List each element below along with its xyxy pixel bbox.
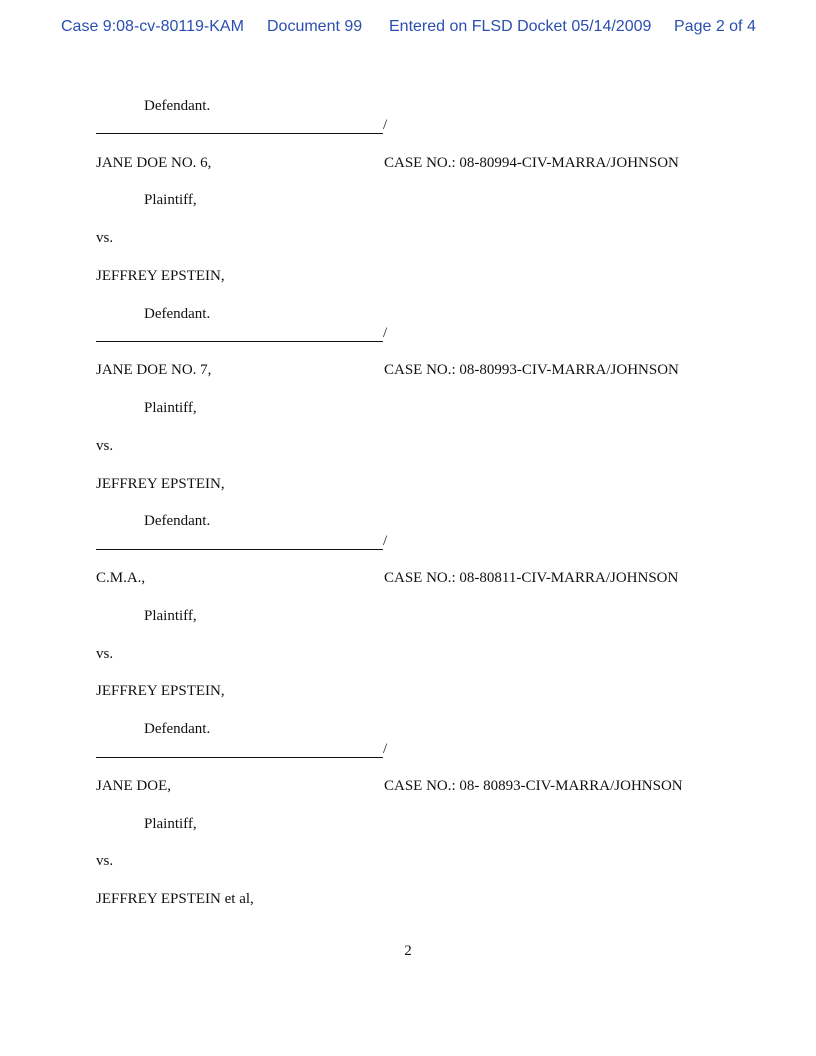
plaintiff-name: JANE DOE, bbox=[96, 778, 171, 794]
versus-label: vs. bbox=[96, 646, 114, 662]
defendant-name: JEFFREY EPSTEIN, bbox=[96, 476, 225, 492]
versus-label: vs. bbox=[96, 853, 114, 869]
case-number: CASE NO.: 08-80811-CIV-MARRA/JOHNSON bbox=[384, 570, 679, 586]
defendant-label: Defendant. bbox=[144, 98, 211, 114]
defendant-name: JEFFREY EPSTEIN et al, bbox=[96, 891, 254, 907]
defendant-name: JEFFREY EPSTEIN, bbox=[96, 268, 225, 284]
caption-separator-rule bbox=[96, 757, 383, 758]
caption-separator-slash: / bbox=[383, 117, 388, 133]
plaintiff-name: JANE DOE NO. 6, bbox=[96, 155, 212, 171]
case-number: CASE NO.: 08-80993-CIV-MARRA/JOHNSON bbox=[384, 362, 679, 378]
plaintiff-label: Plaintiff, bbox=[144, 400, 197, 416]
defendant-label: Defendant. bbox=[144, 721, 211, 737]
defendant-name: JEFFREY EPSTEIN, bbox=[96, 683, 225, 699]
plaintiff-label: Plaintiff, bbox=[144, 192, 197, 208]
versus-label: vs. bbox=[96, 230, 114, 246]
header-case-number: Case 9:08-cv-80119-KAM bbox=[61, 18, 244, 35]
case-number: CASE NO.: 08- 80893-CIV-MARRA/JOHNSON bbox=[384, 778, 683, 794]
plaintiff-name: C.M.A., bbox=[96, 570, 146, 586]
plaintiff-label: Plaintiff, bbox=[144, 608, 197, 624]
caption-separator-rule bbox=[96, 549, 383, 550]
caption-separator-rule bbox=[96, 341, 383, 342]
caption-separator-slash: / bbox=[383, 741, 388, 757]
versus-label: vs. bbox=[96, 438, 114, 454]
caption-separator-slash: / bbox=[383, 533, 388, 549]
case-number: CASE NO.: 08-80994-CIV-MARRA/JOHNSON bbox=[384, 155, 679, 171]
header-entered-date: Entered on FLSD Docket 05/14/2009 bbox=[389, 18, 652, 35]
plaintiff-label: Plaintiff, bbox=[144, 816, 197, 832]
header-document-number: Document 99 bbox=[267, 18, 363, 35]
header-page-count: Page 2 of 4 bbox=[674, 18, 756, 35]
defendant-label: Defendant. bbox=[144, 306, 211, 322]
caption-separator-rule bbox=[96, 133, 383, 134]
caption-separator-slash: / bbox=[383, 325, 388, 341]
page-number: 2 bbox=[404, 943, 412, 959]
plaintiff-name: JANE DOE NO. 7, bbox=[96, 362, 212, 378]
defendant-label: Defendant. bbox=[144, 513, 211, 529]
